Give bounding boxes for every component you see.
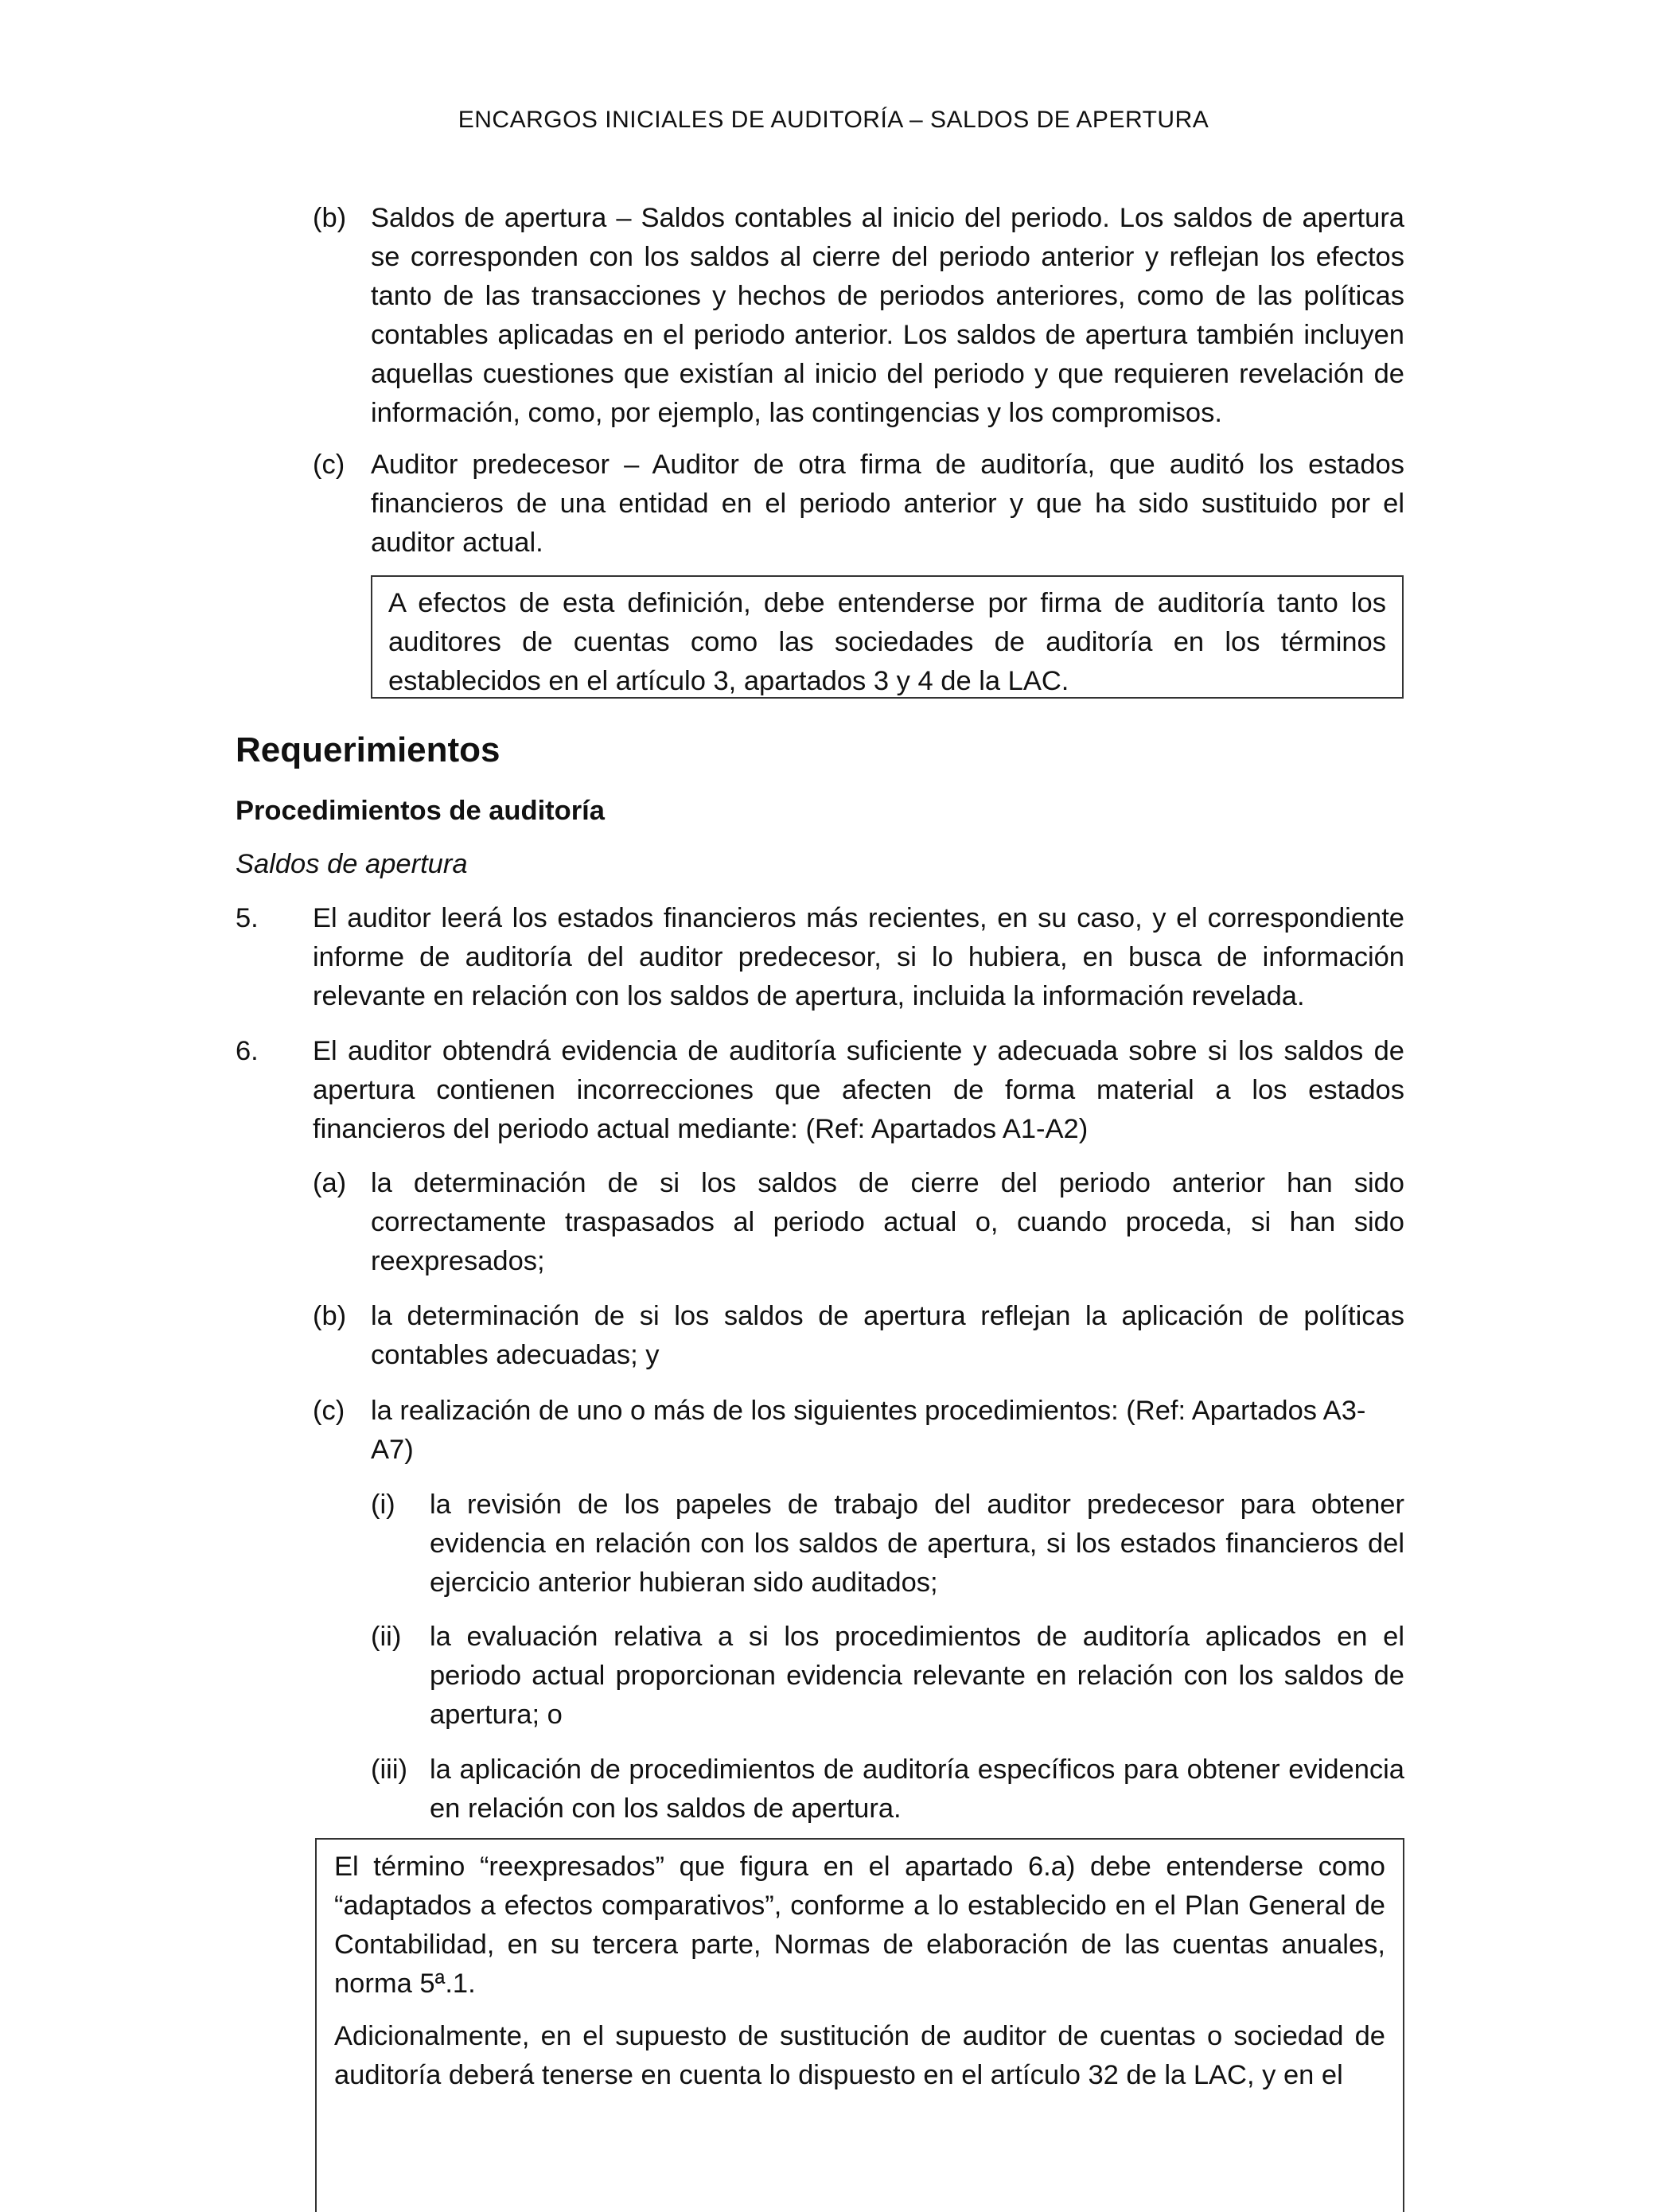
definition-b-label: (b)	[313, 203, 347, 233]
paragraph-6c-i-label: (i)	[371, 1490, 395, 1520]
subsection-heading: Procedimientos de auditoría	[236, 796, 605, 826]
paragraph-6c-label: (c)	[313, 1396, 345, 1426]
section-heading: Requerimientos	[236, 730, 500, 769]
definition-c-text: Auditor predecesor – Auditor de otra firma de auditoría, que auditó los estados financieros de una entidad en el periodo anterior y que ha sido sustituido por el auditor actual.	[371, 450, 1404, 558]
paragraph-5-text: El auditor leerá los estados financieros más recientes, en su caso, y el correspondiente informe de auditoría del auditor predecesor, si lo hubiera, en busca de información relevante en relación con los saldos de apertura, incluida la información revelada.	[313, 903, 1404, 1011]
definition-b-text: Saldos de apertura – Saldos contables al inicio del periodo. Los saldos de apertura se corresponden con los saldos al cierre del periodo anterior y reflejan los efectos tanto de las transacciones y hechos de periodos anteriores, como de las políticas contables aplicadas en el periodo anterior. Los saldos de apertura también incluyen aquellas cuestiones que existían al inicio del periodo y que requieren revelación de información, como, por ejemplo, las contingencias y los compromisos.	[371, 203, 1404, 428]
reexpresados-note-box	[315, 1838, 1404, 2212]
reexpresados-note-para1: El término “reexpresados” que figura en el apartado 6.a) debe entenderse como “adaptados a efectos comparativos”, conforme a lo establecido en el Plan General de Contabilidad, en su tercera parte, Normas de elaboración de las cuentas anuales, norma 5ª.1.	[334, 1852, 1385, 1999]
paragraph-6c-ii-label: (ii)	[371, 1622, 402, 1652]
paragraph-6c-i-text: la revisión de los papeles de trabajo del auditor predecesor para obtener evidencia en relación con los saldos de apertura, si los estados financieros del ejercicio anterior hubieran sido auditados;	[430, 1490, 1404, 1598]
reexpresados-note-para2: Adicionalmente, en el supuesto de sustitución de auditor de cuentas o sociedad de auditoría deberá tenerse en cuenta lo dispuesto en el artículo 32 de la LAC, y en el	[334, 2021, 1385, 2090]
paragraph-6c-text: la realización de uno o más de los siguientes procedimientos: (Ref: Apartados A3-A7)	[371, 1396, 1366, 1465]
paragraph-6c-iii-text: la aplicación de procedimientos de auditoría específicos para obtener evidencia en relación con los saldos de apertura.	[430, 1754, 1404, 1824]
paragraph-6-label: 6.	[236, 1036, 259, 1066]
paragraph-6a-label: (a)	[313, 1168, 347, 1198]
definition-note-box	[371, 575, 1404, 699]
subsubsection-heading: Saldos de apertura	[236, 849, 468, 879]
paragraph-6b-text: la determinación de si los saldos de apertura reflejan la aplicación de políticas contables adecuadas; y	[371, 1301, 1404, 1370]
paragraph-5-label: 5.	[236, 903, 259, 933]
definition-c-label: (c)	[313, 450, 345, 480]
paragraph-6-text: El auditor obtendrá evidencia de auditoría suficiente y adecuada sobre si los saldos de apertura contienen incorrecciones que afecten de forma material a los estados financieros del periodo actual mediante: (Ref: Apartados A1-A2)	[313, 1036, 1404, 1144]
paragraph-6c-ii-text: la evaluación relativa a si los procedimientos de auditoría aplicados en el periodo actual proporcionan evidencia relevante en relación con los saldos de apertura; o	[430, 1622, 1404, 1730]
paragraph-6b-label: (b)	[313, 1301, 347, 1331]
running-header: ENCARGOS INICIALES DE AUDITORÍA – SALDOS DE APERTURA	[458, 107, 1209, 133]
definition-note-text: A efectos de esta definición, debe entenderse por firma de auditoría tanto los auditores de cuentas como las sociedades de auditoría en los términos establecidos en el artículo 3, apartados 3 y 4 de la LAC.	[388, 588, 1386, 696]
paragraph-6a-text: la determinación de si los saldos de cierre del periodo anterior han sido correctamente traspasados al periodo actual o, cuando proceda, si han sido reexpresados;	[371, 1168, 1404, 1276]
paragraph-6c-iii-label: (iii)	[371, 1754, 407, 1785]
